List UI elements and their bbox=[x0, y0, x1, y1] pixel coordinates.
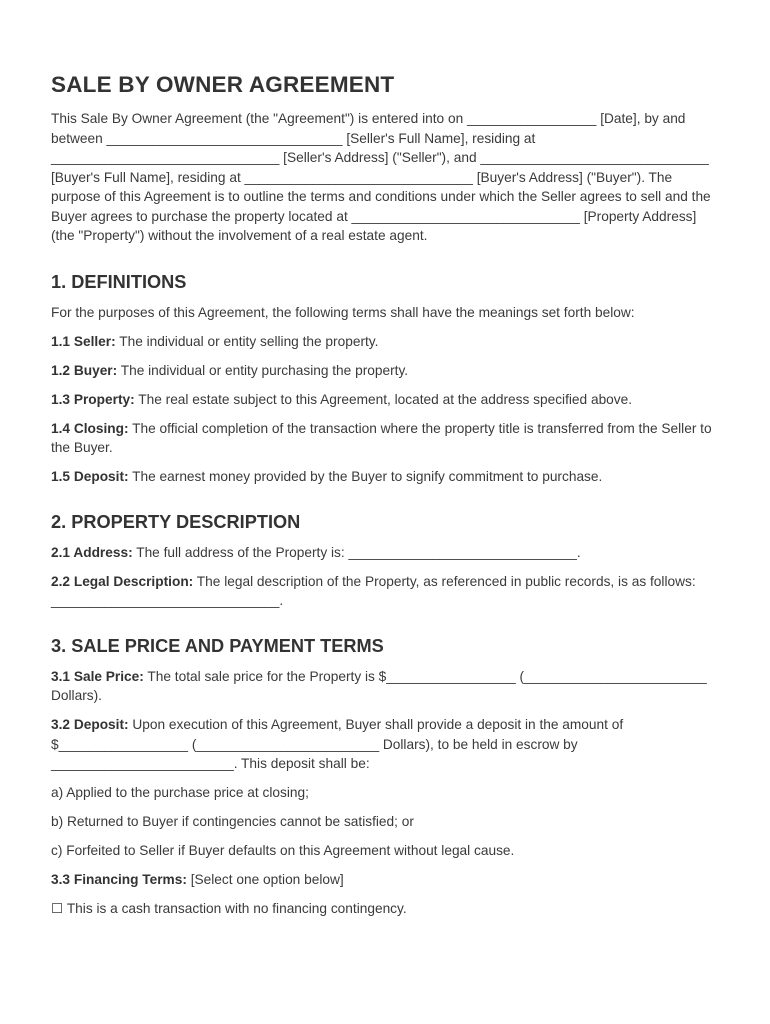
payment-item bbox=[51, 715, 720, 774]
section-heading-payment: 3. SALE PRICE AND PAYMENT TERMS bbox=[51, 635, 384, 656]
definition-text: The official completion of the transaction where the property title is transferred from the Seller to the Buyer. bbox=[51, 420, 712, 455]
definition-label: 1.1 Seller: bbox=[51, 333, 116, 349]
financing-label: 3.3 Financing Terms: bbox=[51, 872, 187, 887]
financing-terms bbox=[51, 870, 720, 890]
deposit-option: a) Applied to the purchase price at closing; bbox=[51, 785, 309, 800]
payment-text: Upon execution of this Agreement, Buyer shall provide a deposit in the amount of $_________________ (________________________ Dollars), to be held in escrow by ________________________. This deposit shall be: bbox=[51, 717, 624, 771]
definition-label: 1.2 Buyer: bbox=[51, 362, 118, 378]
property-label: 2.1 Address: bbox=[51, 544, 133, 560]
financing-text: [Select one option below] bbox=[186, 872, 344, 887]
section-spacer bbox=[51, 620, 720, 634]
property-item bbox=[51, 543, 720, 563]
property-text: The legal description of the Property, as referenced in public records, is as follows: ______________________________. bbox=[51, 573, 696, 608]
payment-label: 3.1 Sale Price: bbox=[51, 668, 144, 684]
section-spacer bbox=[51, 496, 720, 510]
payment-label: 3.2 Deposit: bbox=[51, 717, 129, 732]
checkbox-option-text[interactable]: ☐ This is a cash transaction with no financing contingency. bbox=[51, 901, 407, 916]
definition-item bbox=[51, 332, 720, 352]
definition-text: The individual or entity selling the property. bbox=[115, 333, 379, 349]
definition-item bbox=[51, 467, 720, 487]
intro-paragraph: This Sale By Owner Agreement (the "Agreement") is entered into on _________________ [Date], by and between _______________________________ [Seller's Full Name], residing at ______________________________ [Seller's Address] ("Seller"), and ______________________________ [Buyer's Full Name], residing at ______________________________ [Buyer's Address] ("Buyer"). The purpose of this Agreement is to outline the terms and conditions under which the Seller agrees to sell and the Buyer agrees to purchase the property located at ______________________________ [Property Address] (the "Property") without the involvement of a real estate agent. bbox=[51, 111, 711, 243]
property-text: The full address of the Property is: ______________________________. bbox=[132, 544, 581, 560]
deposit-option: b) Returned to Buyer if contingencies cannot be satisfied; or bbox=[51, 814, 414, 829]
deposit-option: c) Forfeited to Seller if Buyer defaults on this Agreement without legal cause. bbox=[51, 843, 515, 858]
cash-transaction-option[interactable] bbox=[51, 899, 720, 919]
payment-item bbox=[51, 667, 720, 706]
definition-item bbox=[51, 419, 720, 458]
definition-text: The real estate subject to this Agreement, located at the address specified above. bbox=[134, 391, 633, 407]
property-item bbox=[51, 572, 720, 611]
definition-item bbox=[51, 390, 720, 410]
definitions-intro: For the purposes of this Agreement, the following terms shall have the meanings set forth below: bbox=[51, 304, 635, 320]
document-title: SALE BY OWNER AGREEMENT bbox=[51, 72, 395, 97]
section-heading-definitions: 1. DEFINITIONS bbox=[51, 271, 187, 292]
property-label: 2.2 Legal Description: bbox=[51, 573, 194, 589]
payment-text: The total sale price for the Property is $_________________ (________________________ Dollars). bbox=[51, 668, 707, 703]
definition-label: 1.5 Deposit: bbox=[51, 469, 129, 484]
definition-text: The earnest money provided by the Buyer to signify commitment to purchase. bbox=[128, 469, 603, 484]
section-heading-property: 2. PROPERTY DESCRIPTION bbox=[51, 511, 301, 532]
definition-text: The individual or entity purchasing the property. bbox=[117, 362, 409, 378]
definition-label: 1.4 Closing: bbox=[51, 420, 129, 436]
definition-label: 1.3 Property: bbox=[51, 391, 135, 407]
definition-item bbox=[51, 361, 720, 381]
